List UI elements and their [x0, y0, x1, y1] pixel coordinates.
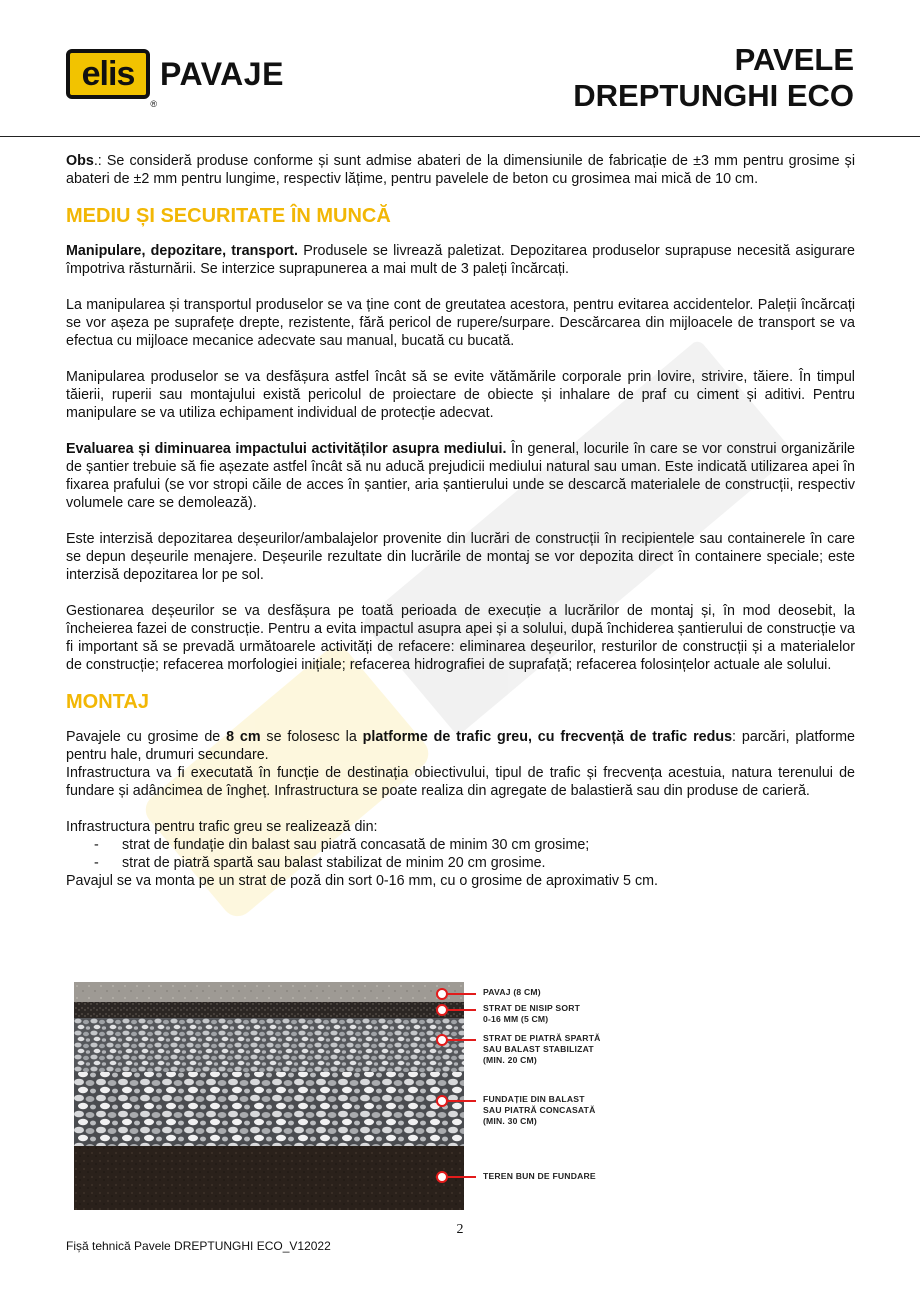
title-line-2: DREPTUNGHI ECO: [573, 78, 854, 113]
usage-traffic: platforme de trafic greu, cu frecvență de trafic redus: [362, 729, 733, 745]
usage-thickness: 8 cm: [226, 729, 261, 745]
obs-text: .: Se consideră produse conforme și sunt admise abateri de la dimensiunile de fabricație de ±3 mm pentru grosime și abateri de ±2 mm pentru lungime, respectiv lățime, pentru pavelele de beton cu grosimea mai mică de 10 cm.: [66, 153, 855, 187]
label-line: PAVAJ (8 CM): [483, 987, 541, 997]
company-logo: [66, 44, 284, 109]
list-item-text: strat de fundație din balast sau piatră concasată de minim 30 cm grosime;: [122, 837, 590, 853]
registered-mark: ®: [150, 99, 156, 109]
label-line: FUNDAȚIE DIN BALAST: [483, 1094, 585, 1104]
label-line: TEREN BUN DE FUNDARE: [483, 1171, 596, 1181]
section-heading-environment: MEDIU ȘI SECURITATE ÎN MUNCĂ: [66, 205, 391, 227]
paragraph-waste-storage: Este interzisă depozitarea deșeurilor/ambalajelor provenite din lucrări de construcții în recipientele sau containerele în care se depun deșeurile menajere. Deșeurile rezultate din lucrările de montaj se vor depozita direct în containere speciale; este interzisă depozitarea lor pe sol.: [66, 531, 855, 583]
paragraph-waste-management: Gestionarea deșeurilor se va desfășura pe toată perioada de execuție a lucrărilor de montaj și, în mod deosebit, la încheierea fazei de construcție. Pentru a evita impactul asupra apei și a solului, după închiderea șantierului de construcție va fi important să se prevadă următoarele activități de refacere: eliminarea deșeurilor, resturilor de construcții și a materialelor de construcție; refacerea morfologiei inițiale; refacerea hidrografiei de suprafață; refacerea folosințelor actuale ale solului.: [66, 603, 855, 673]
list-item: [66, 836, 855, 854]
label-line: (MIN. 20 CM): [483, 1055, 537, 1065]
paragraph-handling-lead: Manipulare, depozitare, transport.: [66, 243, 299, 259]
label-paver: [483, 987, 541, 998]
paragraph-infrastructure: Infrastructura va fi executată în funcție de destinația obiectivului, tipul de trafic și frecvența acestuia, natura terenului de fundare și adâncimea de îngheț. Infrastructura se poate realiza din agregate de balastieră sau din produse de carieră.: [66, 765, 855, 799]
paragraph-usage: [66, 728, 855, 764]
usage-text-c: se folosesc la: [260, 729, 363, 745]
paragraph-impact-text: În general, locurile în care se vor construi organizările de șantier trebuie să fie așezate astfel încât să nu aducă prejudicii mediului natural sau uman. Este indicată utilizarea apei în fixarea prafului (se vor stropi căile de acces în șantier, aria șantierului unde se descarcă materialele de construcții, respectiv volumele care se demolează).: [66, 441, 855, 511]
paragraph-bedding: Pavajul se va monta pe un strat de poză din sort 0-16 mm, cu o grosime de aproximativ 5 cm.: [66, 873, 659, 889]
leader-paver: [446, 993, 476, 995]
logo-mark: [66, 49, 156, 109]
list-dash: -: [94, 837, 99, 853]
layer-soil: [74, 1146, 464, 1210]
page-number: 2: [456, 1222, 464, 1237]
list-dash: -: [94, 855, 99, 871]
title-line-1: PAVELE: [734, 42, 854, 77]
label-line: STRAT DE NISIP SORT: [483, 1003, 581, 1013]
label-line: SAU PIATRĂ CONCASATĂ: [483, 1105, 596, 1115]
layer-sand: [74, 1002, 464, 1018]
paragraph-heavy-traffic: Infrastructura pentru trafic greu se realizează din:: [66, 819, 378, 835]
layer-paver: [74, 982, 464, 1002]
logo-text: PAVAJE: [160, 55, 284, 92]
label-sand: [483, 1003, 580, 1025]
logo-mark-text: elis: [81, 54, 135, 93]
label-line: SAU BALAST STABILIZAT: [483, 1044, 594, 1054]
list-item-text: strat de piatră spartă sau balast stabilizat de minim 20 cm grosime.: [122, 855, 546, 871]
document-title: [573, 42, 854, 114]
label-crushed-stone: [483, 1033, 601, 1066]
document-content: [66, 152, 855, 890]
obs-label: Obs: [66, 153, 94, 169]
paragraph-safety: Manipularea produselor se va desfășura astfel încât să se evite vătămările corporale prin lovire, strivire, tăiere. În timpul tăierii, ruperii sau montajului există pericolul de proiectare de obiecte și inhalare de praf cu ciment și aditivi. Pentru manipulare se va utiliza echipament individual de protecție adecvat.: [66, 369, 855, 421]
paragraph-handling: [66, 242, 855, 278]
obs-paragraph: [66, 152, 855, 188]
leader-soil: [446, 1176, 476, 1178]
paragraph-impact: [66, 440, 855, 512]
leader-foundation: [446, 1100, 476, 1102]
infrastructure-list: [66, 836, 855, 872]
leader-crushed-stone: [446, 1039, 476, 1041]
page-header: [0, 0, 920, 137]
paragraph-impact-lead: Evaluarea și diminuarea impactului activităților asupra mediului.: [66, 441, 507, 457]
layers-illustration: [74, 982, 464, 1210]
layer-crushed-stone: [74, 1018, 464, 1072]
label-line: (MIN. 30 CM): [483, 1116, 537, 1126]
paragraph-transport: La manipularea și transportul produselor se va ține cont de greutatea acestora, pentru evitarea accidentelor. Paleții încărcați se vor așeza pe suprafețe drepte, rezistente, fără pericol de rupere/surpare. Descărcarea din mijloacele de transport se va efectua cu mijloace mecanice adecvate sau manual, bucată cu bucată.: [66, 297, 855, 349]
leader-sand: [446, 1009, 476, 1011]
list-item: [66, 854, 855, 872]
section-heading-installation: MONTAJ: [66, 691, 149, 713]
usage-text-a: Pavajele cu grosime de: [66, 729, 227, 745]
paragraph-handling-text: Produsele se livrează paletizat. Depozitarea produselor suprapuse necesită asigurare împotriva răsturnării. Se interzice suprapunerea a mai mult de 3 paleți încărcați.: [66, 243, 855, 277]
label-foundation: [483, 1094, 596, 1127]
label-soil: [483, 1171, 596, 1182]
usage-text-e: : parcări, platforme pentru hale, drumuri secundare.: [66, 729, 855, 763]
footer-text: Fișă tehnică Pavele DREPTUNGHI ECO_V12022: [66, 1239, 331, 1253]
label-line: STRAT DE PIATRĂ SPARTĂ: [483, 1033, 601, 1043]
label-line: 0-16 MM (5 CM): [483, 1014, 549, 1024]
layer-foundation: [74, 1072, 464, 1146]
pavement-layers-diagram: [74, 982, 634, 1212]
